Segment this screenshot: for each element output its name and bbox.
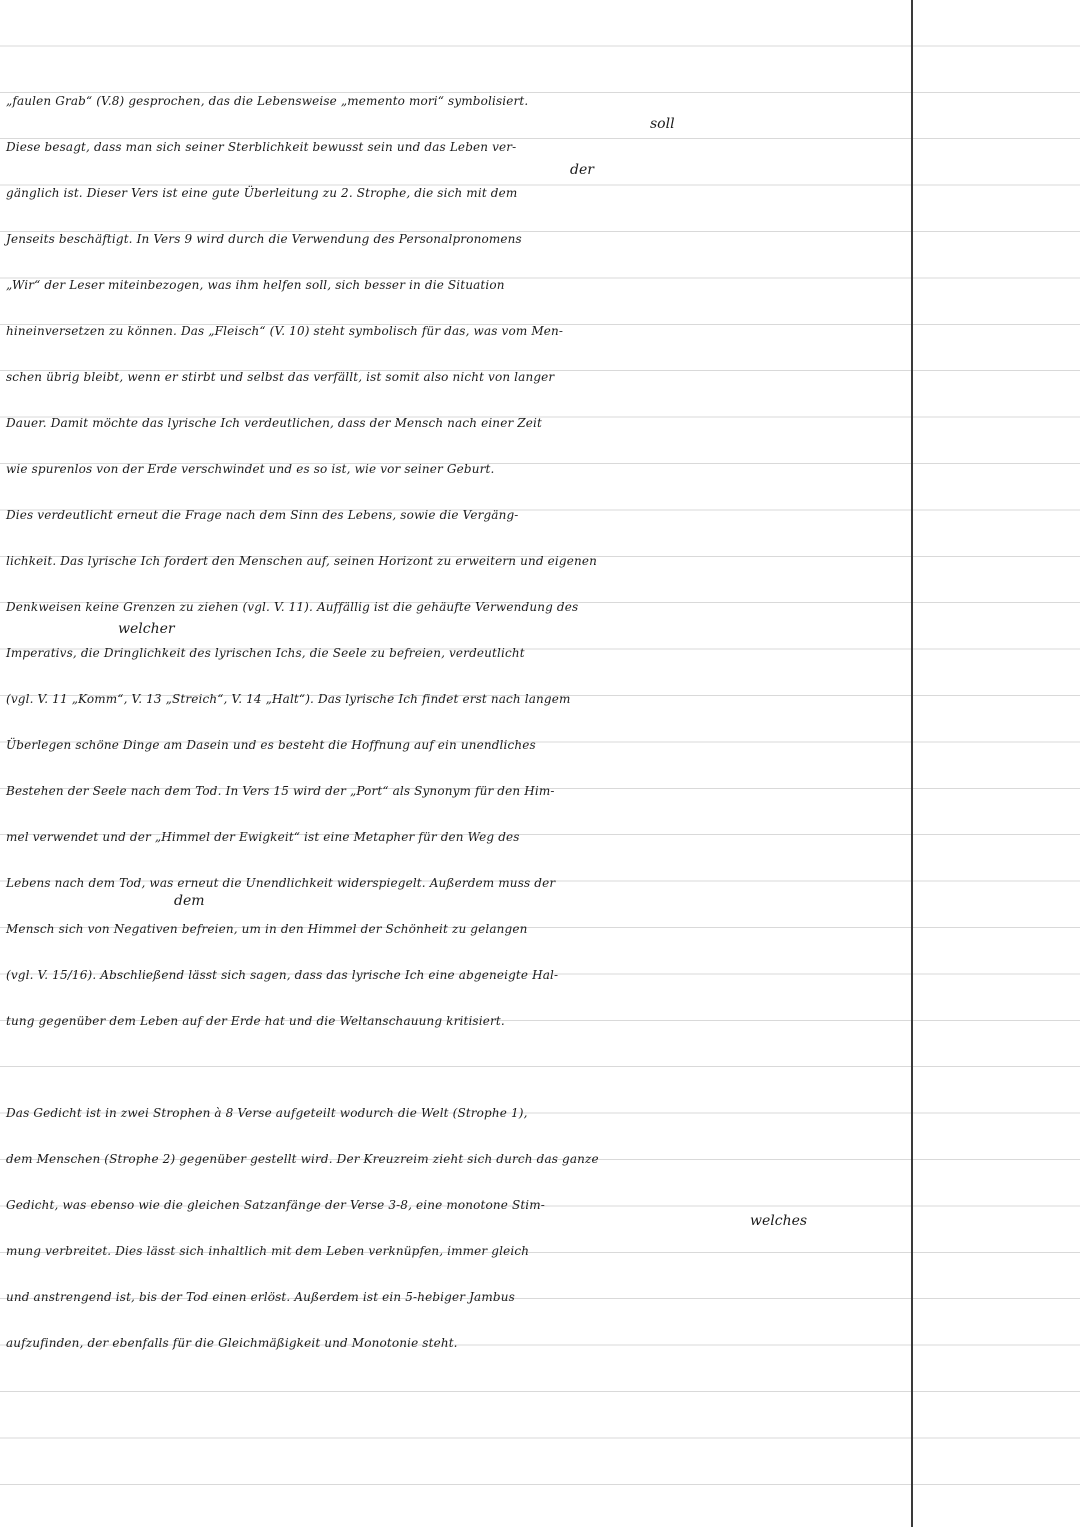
text-line: schen übrig bleibt, wenn er stirbt und selbst das verfällt, ist somit also nicht von langer [6,370,555,384]
text-line: Dauer. Damit möchte das lyrische Ich verdeutlichen, dass der Mensch nach einer Zeit [6,416,542,430]
text-line: Bestehen der Seele nach dem Tod. In Vers 15 wird der „Port“ als Synonym für den Him- [6,784,555,798]
text-line: Denkweisen keine Grenzen zu ziehen (vgl. V. 11). Auffällig ist die gehäufte Verwendung des [6,600,579,614]
text-line: Gedicht, was ebenso wie die gleichen Satzanfänge der Verse 3-8, eine monotone Stim- [6,1198,546,1212]
text-line: Mensch sich von Negativen befreien, um in den Himmel der Schönheit zu gelangen [6,922,528,936]
text-line: lichkeit. Das lyrische Ich fordert den Menschen auf, seinen Horizont zu erweitern und eigenen [6,554,597,568]
text-line: und anstrengend ist, bis der Tod einen erlöst. Außerdem ist ein 5-hebiger Jambus [6,1290,515,1304]
insertion-mark: welches [750,1213,808,1229]
text-line: mel verwendet und der „Himmel der Ewigkeit“ ist eine Metapher für den Weg des [6,830,520,844]
text-line: Imperativs, die Dringlichkeit des lyrischen Ichs, die Seele zu befreien, verdeutlicht [6,646,525,660]
text-line: wie spurenlos von der Erde verschwindet und es so ist, wie vor seiner Geburt. [6,462,495,476]
text-line: mung verbreitet. Dies lässt sich inhaltlich mit dem Leben verknüpfen, immer gleich [6,1244,530,1258]
text-line: „Wir“ der Leser miteinbezogen, was ihm helfen soll, sich besser in die Situation [6,278,505,292]
margin-line [911,0,913,1527]
text-line [6,1044,906,1090]
text-line: (vgl. V. 11 „Komm“, V. 13 „Streich“, V. 14 „Halt“). Das lyrische Ich findet erst nach langem [6,692,571,706]
insertion-mark: dem [174,893,205,909]
text-line: Dies verdeutlicht erneut die Frage nach dem Sinn des Lebens, sowie die Vergäng- [6,508,519,522]
text-line: Lebens nach dem Tod, was erneut die Unendlichkeit widerspiegelt. Außerdem muss der [6,876,556,890]
insertion-mark: der [570,162,594,178]
text-line: hineinversetzen zu können. Das „Fleisch“ (V. 10) steht symbolisch für das, was vom Men- [6,324,564,338]
text-line: Diese besagt, dass man sich seiner Sterblichkeit bewusst sein und das Leben ver- [6,140,517,154]
text-line: gänglich ist. Dieser Vers ist eine gute Überleitung zu 2. Strophe, die sich mit dem [6,186,518,200]
text-line: Das Gedicht ist in zwei Strophen à 8 Verse aufgeteilt wodurch die Welt (Strophe 1), [6,1106,528,1120]
text-line: tung gegenüber dem Leben auf der Erde hat und die Weltanschauung kritisiert. [6,1014,505,1028]
text-line: Überlegen schöne Dinge am Dasein und es besteht die Hoffnung auf ein unendliches [6,738,536,752]
text-line: Jenseits beschäftigt. In Vers 9 wird durch die Verwendung des Personalpronomens [6,232,522,246]
text-line: „faulen Grab“ (V.8) gesprochen, das die Lebensweise „memento mori“ symbolisiert. [6,94,529,108]
insertion-mark: welcher [118,621,175,637]
text-line: dem Menschen (Strophe 2) gegenüber gestellt wird. Der Kreuzreim zieht sich durch das ganze [6,1152,599,1166]
text-line: aufzufinden, der ebenfalls für die Gleichmäßigkeit und Monotonie steht. [6,1336,458,1350]
text-line: (vgl. V. 15/16). Abschließend lässt sich sagen, dass das lyrische Ich eine abgeneigte Hal- [6,968,559,982]
insertion-mark: soll [650,116,675,132]
